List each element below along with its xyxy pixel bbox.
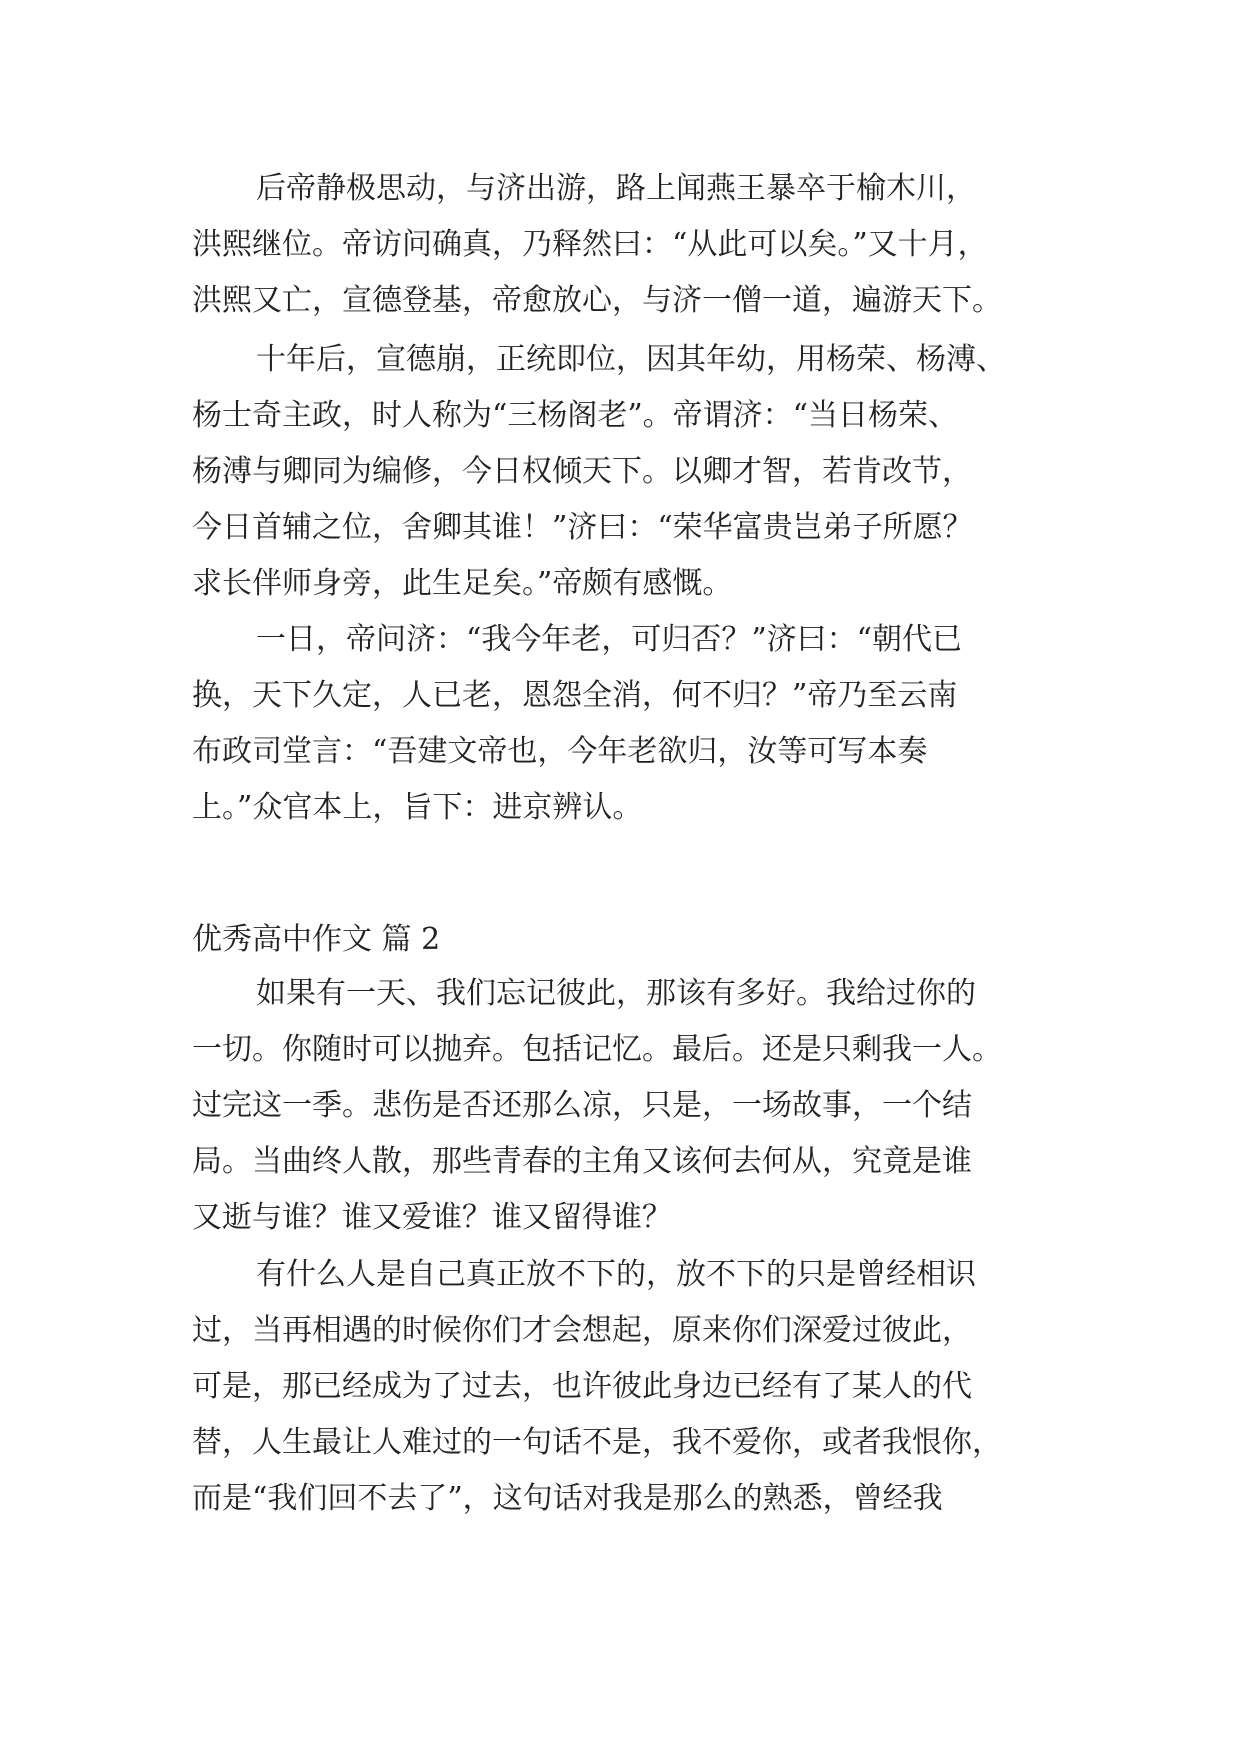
paragraph-line: 杨溥与卿同为编修，今日权倾天下。以卿才智，若肯改节， xyxy=(192,454,972,489)
paragraph-line: 可是，那已经成为了过去，也许彼此身边已经有了某人的代 xyxy=(192,1369,972,1404)
paragraph-line: 局。当曲终人散，那些青春的主角又该何去何从，究竟是谁 xyxy=(192,1144,972,1179)
paragraph-line: 洪熙继位。帝访问确真，乃释然曰：“从此可以矣。”又十月， xyxy=(192,227,988,262)
paragraph-line: 杨士奇主政，时人称为“三杨阁老”。帝谓济：“当日杨荣、 xyxy=(192,398,959,433)
paragraph-line: 有什么人是自己真正放不下的，放不下的只是曾经相识 xyxy=(256,1257,976,1292)
paragraph-line: 如果有一天、我们忘记彼此，那该有多好。我给过你的 xyxy=(256,976,976,1011)
paragraph-line: 而是“我们回不去了”，这句话对我是那么的熟悉，曾经我 xyxy=(192,1481,943,1516)
paragraph-line: 替，人生最让人难过的一句话不是，我不爱你，或者我恨你， xyxy=(192,1425,1002,1460)
paragraph-line: 布政司堂言：“吾建文帝也，今年老欲归，汝等可写本奏 xyxy=(192,734,928,769)
paragraph-line: 上。”众官本上，旨下：进京辨认。 xyxy=(192,790,643,825)
paragraph-line: 十年后，宣德崩，正统即位，因其年幼，用杨荣、杨溥、 xyxy=(256,342,1006,377)
paragraph-line: 过完这一季。悲伤是否还那么凉，只是，一场故事，一个结 xyxy=(192,1088,972,1123)
paragraph-line: 换，天下久定，人已老，恩怨全消，何不归？”帝乃至云南 xyxy=(192,678,958,713)
paragraph-line: 一日，帝问济：“我今年老，可归否？”济曰：“朝代已 xyxy=(256,622,963,657)
paragraph-line: 洪熙又亡，宣德登基，帝愈放心，与济一僧一道，遍游天下。 xyxy=(192,283,1002,318)
paragraph-line: 求长伴师身旁，此生足矣。”帝颇有感慨。 xyxy=(192,566,733,601)
paragraph-line: 一切。你随时可以抛弃。包括记忆。最后。还是只剩我一人。 xyxy=(192,1032,1002,1067)
paragraph-line: 过，当再相遇的时候你们才会想起，原来你们深爱过彼此， xyxy=(192,1313,972,1348)
paragraph-line: 后帝静极思动，与济出游，路上闻燕王暴卒于榆木川， xyxy=(256,171,976,206)
paragraph-line: 今日首辅之位，舍卿其谁！”济曰：“荣华富贵岂弟子所愿？ xyxy=(192,510,973,545)
paragraph-line: 又逝与谁？谁又爱谁？谁又留得谁？ xyxy=(192,1200,672,1235)
section-heading: 优秀高中作文 篇 2 xyxy=(192,922,441,957)
